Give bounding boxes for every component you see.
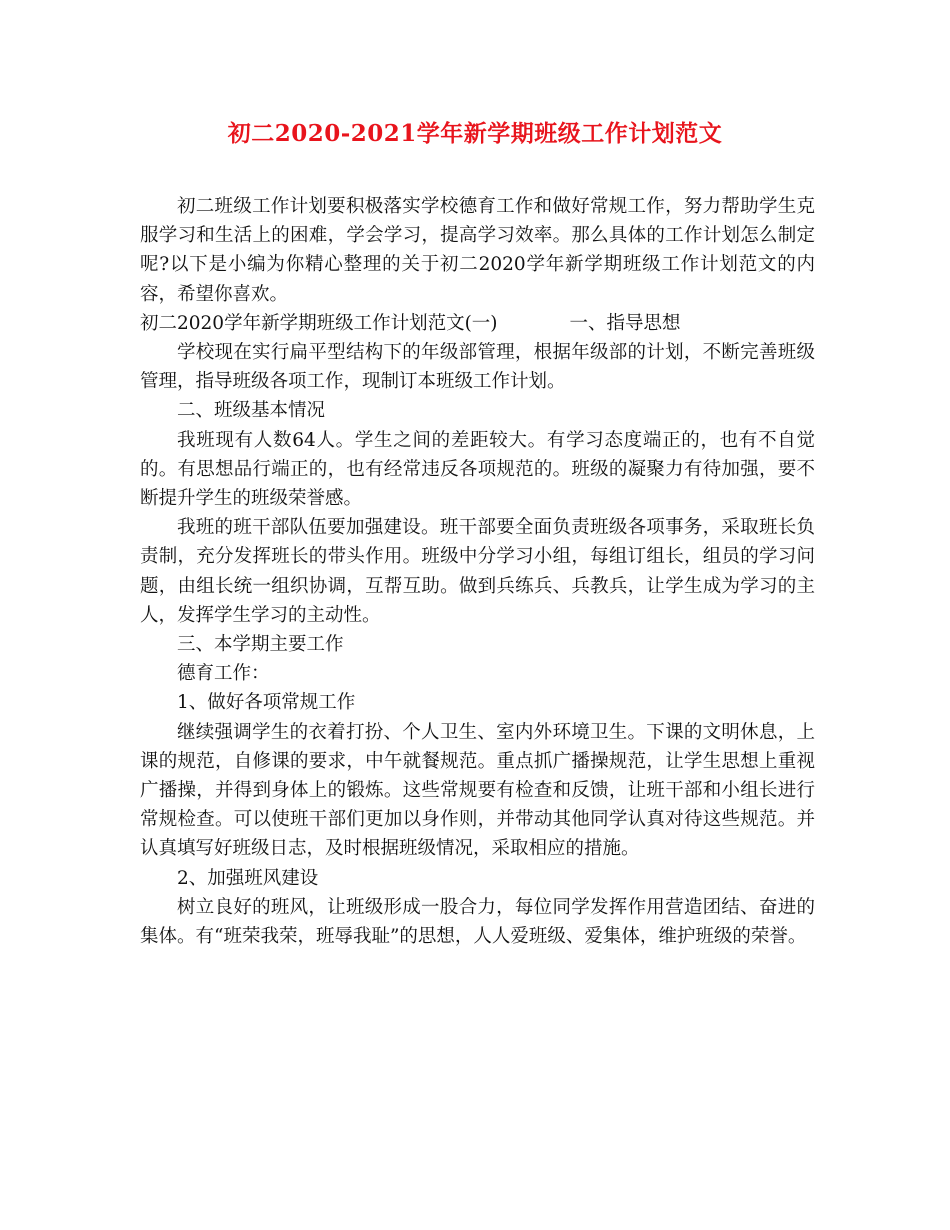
document-title: 初二2020-2021学年新学期班级工作计划范文 [227, 120, 723, 147]
document-body [140, 192, 815, 951]
subheading-moral-education: 德育工作： [177, 663, 270, 685]
paragraph-class-spirit: 树立良好的班风，让班级形成一股合力，每位同学发挥作用营造团结、奋进的集体。有“班荣我荣，班辱我耻”的思想，人人爱班级、爱集体，维护班级的荣誉。 [140, 896, 815, 948]
section-heading-guiding: 一、指导思想 [569, 312, 681, 334]
item-heading-class-spirit: 2、加强班风建设 [177, 867, 319, 889]
item-heading-routine: 1、做好各项常规工作 [177, 692, 356, 714]
plan-subtitle: 初二2020学年新学期班级工作计划范文(一) [140, 312, 498, 334]
intro-paragraph: 初二班级工作计划要积极落实学校德育工作和做好常规工作，努力帮助学生克服学习和生活上的困难，学会学习，提高学习效率。那么具体的工作计划怎么制定呢?以下是小编为你精心整理的关于初二2020学年新学期班级工作计划范文的内容，希望你喜欢。 [140, 196, 815, 305]
paragraph-class-situation-1: 我班现有人数64人。学生之间的差距较大。有学习态度端正的，也有不自觉的。有思想品行端正的，也有经常违反各项规范的。班级的凝聚力有待加强，要不断提升学生的班级荣誉感。 [140, 429, 815, 510]
subtitle-line [140, 309, 815, 338]
paragraph-routine: 继续强调学生的衣着打扮、个人卫生、室内外环境卫生。下课的文明休息，上课的规范，自修课的要求，中午就餐规范。重点抓广播操规范，让学生思想上重视广播操，并得到身体上的锻炼。这些常规要有检查和反馈，让班干部和小组长进行常规检查。可以使班干部们更加以身作则，并带动其他同学认真对待这些规范。并认真填写好班级日志，及时根据班级情况，采取相应的措施。 [140, 721, 815, 860]
section-heading-class-situation: 二、班级基本情况 [177, 400, 326, 422]
section-heading-main-work: 三、本学期主要工作 [177, 634, 344, 656]
paragraph-guiding: 学校现在实行扁平型结构下的年级部管理，根据年级部的计划，不断完善班级管理，指导班级各项工作，现制订本班级工作计划。 [140, 342, 815, 393]
paragraph-class-situation-2: 我班的班干部队伍要加强建设。班干部要全面负责班级各项事务，采取班长负责制，充分发挥班长的带头作用。班级中分学习小组，每组订组长，组员的学习问题，由组长统一组织协调，互帮互助。做到兵练兵、兵教兵，让学生成为学习的主人，发挥学生学习的主动性。 [140, 517, 815, 626]
